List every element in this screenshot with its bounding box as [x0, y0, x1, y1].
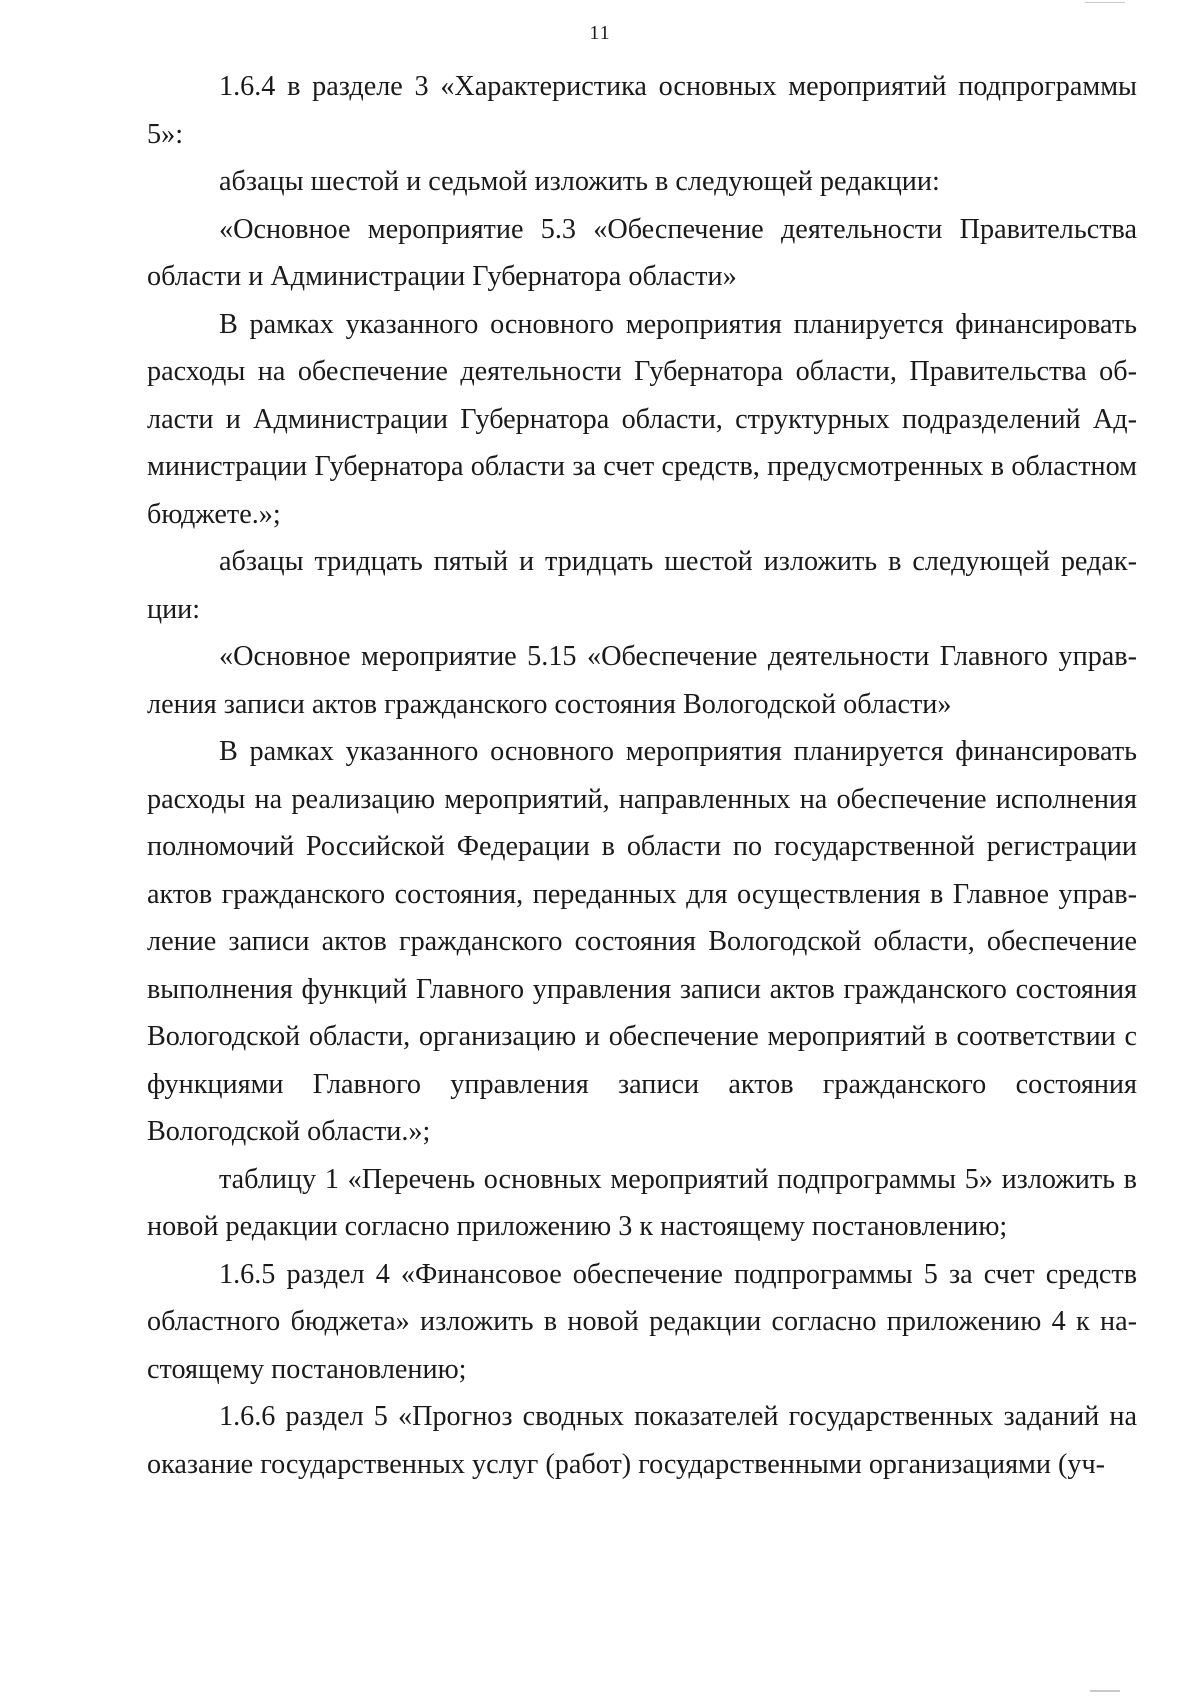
paragraph-measure-5-3-title: «Основное мероприятие 5.3 «Обеспечение деятельности Правительства области и Администрации Губернатора области» [147, 213, 1137, 292]
paragraph-table-1: таблицу 1 «Перечень основных мероприятий подпрограммы 5» изложить в новой редакции согласно приложению 3 к настоящему постановлению; [147, 1163, 1137, 1242]
paragraph-measure-5-3-body: В рамках указанного основного мероприятия планируется финансировать расходы на обеспечение деятельности Губернатора области, Правительства области и Администрации Губернатора области, структурных подразделений Администрации Губернатора области за счет средств, предусмотренных в областном бюджете.»; [147, 308, 1137, 530]
scan-artifact-bottom-right [1090, 1690, 1120, 1692]
page-number: 11 [589, 22, 611, 44]
paragraph-1-6-5: 1.6.5 раздел 4 «Финансовое обеспечение подпрограммы 5 за счет средств областного бюджета» изложить в новой редакции согласно приложению 4 к настоящему постановлению; [147, 1258, 1137, 1385]
paragraph-amendment-35-36: абзацы тридцать пятый и тридцать шестой изложить в следующей редакции: [147, 546, 1137, 625]
paragraph-amendment-6-7: абзацы шестой и седьмой изложить в следующей редакции: [219, 166, 940, 197]
document-body [147, 63, 1137, 1488]
paragraph-measure-5-15-body: В рамках указанного основного мероприятия планируется финансировать расходы на реализацию мероприятий, направленных на обеспечение исполнения полномочий Российской Федерации в области по государственной регистрации актов гражданского состояния, переданных для осуществления в Главное управление записи актов гражданского состояния Вологодской области, обеспечение выполнения функций Главного управления записи актов гражданского состояния Вологодской области, организацию и обеспечение мероприятий в соответствии с функциями Главного управления записи актов гражданского состояния Вологодской области.»; [147, 736, 1137, 1147]
paragraph-1-6-4: 1.6.4 в разделе 3 «Характеристика основных мероприятий подпрограммы 5»: [147, 71, 1137, 150]
paragraph-1-6-6: 1.6.6 раздел 5 «Прогноз сводных показателей государственных заданий на оказание государственных услуг (работ) государственными организациями (уч- [147, 1401, 1137, 1480]
paragraph-measure-5-15-title: «Основное мероприятие 5.15 «Обеспечение деятельности Главного управления записи актов гражданского состояния Вологодской области» [147, 641, 1137, 720]
scan-artifact-top-right [1085, 2, 1125, 3]
